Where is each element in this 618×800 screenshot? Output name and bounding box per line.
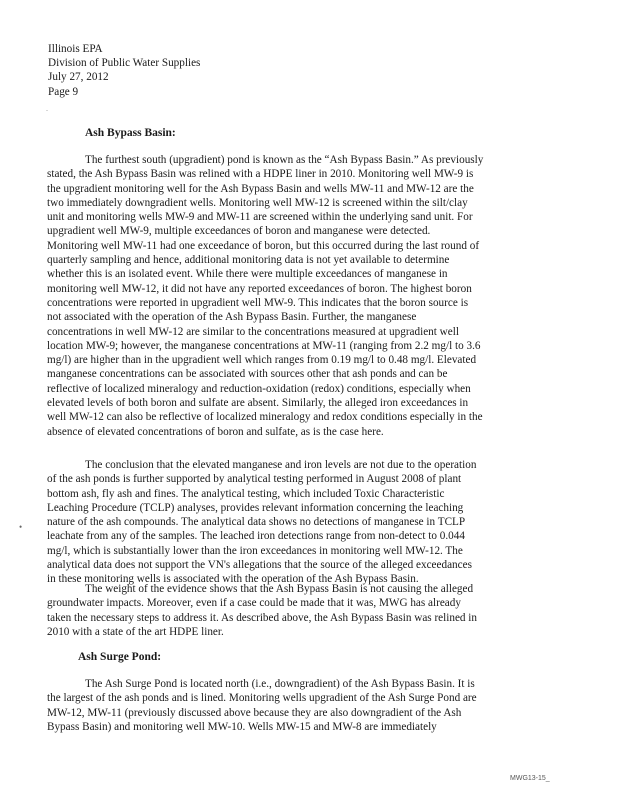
text-line: reflective of localized mineralogy and reduction-oxidation (redox) conditions, especially when xyxy=(47,382,471,395)
text-line: mg/l) are higher than in the upgradient well which ranges from 0.19 mg/l to 0.48 mg/l. Elevated xyxy=(47,354,477,367)
text-line: The weight of the evidence shows that the Ash Bypass Basin is not causing the alleged xyxy=(85,583,474,595)
header-division: Division of Public Water Supplies xyxy=(48,57,201,70)
paragraph-ash-bypass-1 xyxy=(47,153,569,439)
text-line: nature of the ash compounds. The analytical data shows no detections of manganese in TCLP xyxy=(47,516,466,529)
text-line: stated, the Ash Bypass Basin was relined with a HDPE liner in 2010. Monitoring well MW-9 is xyxy=(47,168,474,181)
text-line: manganese concentrations can be associated with sources other that ash ponds and can be xyxy=(47,368,448,381)
margin-mark: • xyxy=(19,522,23,532)
text-line: 2010 with a state of the art HDPE liner. xyxy=(47,625,224,638)
bates-number: MWG13-15_ xyxy=(510,775,550,782)
text-line: Leaching Procedure (TCLP) analyses, provides relevant information concerning the leaching xyxy=(47,501,464,514)
text-line: well MW-12 can also be reflective of localized mineralogy and redox conditions especially in the xyxy=(47,411,483,424)
text-line: analytical data does not support the VN's allegations that the source of the alleged exceedances xyxy=(47,559,472,572)
text-line: whether this is an isolated event. While there were multiple exceedances of manganese in xyxy=(47,268,448,281)
text-line: concentrations in well MW-12 are similar to the concentrations measured at upgradient well xyxy=(47,325,459,338)
paragraph-ash-bypass-3 xyxy=(47,582,569,639)
text-line: unit and monitoring wells MW-9 and MW-11 are screened within the underlying sand unit. For xyxy=(47,211,473,224)
text-line: the upgradient monitoring well for the Ash Bypass Basin and wells MW-11 and MW-12 are the xyxy=(47,182,474,195)
text-line: The furthest south (upgradient) pond is known as the “Ash Bypass Basin.” As previously xyxy=(85,154,484,166)
text-line: MW-12, MW-11 (previously discussed above because they are also downgradient of the Ash xyxy=(47,706,462,719)
header-page-number: Page 9 xyxy=(48,85,79,98)
text-line: two immediately downgradient wells. Monitoring well MW-12 is screened within the silt/clay xyxy=(47,196,468,209)
text-line: not associated with the operation of the Ash Bypass Basin. Further, the manganese xyxy=(47,311,417,324)
letter-header xyxy=(48,42,200,99)
text-line: taken the necessary steps to address it. As described above, the Ash Bypass Basin was relined in xyxy=(47,611,478,624)
section-heading-ash-bypass: Ash Bypass Basin: xyxy=(85,127,176,139)
text-line: absence of elevated concentrations of boron and sulfate, as is the case here. xyxy=(47,425,384,438)
text-line: The Ash Surge Pond is located north (i.e., downgradient) of the Ash Bypass Basin. It is xyxy=(85,678,475,690)
text-line: Bypass Basin) and monitoring well MW-10. Wells MW-15 and MW-8 are immediately xyxy=(47,720,437,733)
text-line: of the ash ponds is further supported by analytical testing performed in August 2008 of plant xyxy=(47,473,462,486)
text-line: bottom ash, fly ash and fines. The analytical testing, which included Toxic Characteristic xyxy=(47,487,445,500)
text-line: groundwater impacts. Moreover, even if a case could be made that it was, MWG has already xyxy=(47,597,461,610)
text-line: quarterly sampling and hence, additional monitoring data is not yet available to determine xyxy=(47,254,450,267)
text-line: leachate from any of the samples. The leached iron detections range from non-detect to 0.044 xyxy=(47,530,465,543)
text-line: elevated levels of both boron and sulfate are absent. Similarly, the alleged iron exceedances in xyxy=(47,397,469,410)
text-line: in these monitoring wells is associated with the operation of the Ash Bypass Basin. xyxy=(47,573,419,586)
paragraph-ash-bypass-2 xyxy=(47,458,569,587)
scan-mark: . xyxy=(46,104,48,113)
paragraph-ash-surge-1 xyxy=(47,677,569,734)
text-line: the largest of the ash ponds and is lined. Monitoring wells upgradient of the Ash Surge Pond are xyxy=(47,692,477,705)
section-heading-ash-surge: Ash Surge Pond: xyxy=(78,651,162,663)
text-line: upgradient well MW-9, multiple exceedances of boron and manganese were detected. xyxy=(47,225,431,238)
text-line: location MW-9; however, the manganese concentrations at MW-11 (ranging from 2.2 mg/l to 3.6 xyxy=(47,339,481,352)
header-recipient: Illinois EPA xyxy=(48,43,103,55)
header-date: July 27, 2012 xyxy=(48,71,109,84)
text-line: monitoring well MW-12, it did not have any reported exceedances of boron. The highest boron xyxy=(47,282,472,295)
text-line: Monitoring well MW-11 had one exceedance of boron, but this occurred during the last round of xyxy=(47,239,480,252)
text-line: concentrations were reported in upgradient well MW-9. This indicates that the boron source is xyxy=(47,296,469,309)
text-line: The conclusion that the elevated manganese and iron levels are not due to the operation xyxy=(85,459,477,471)
text-line: mg/l, which is substantially lower than the iron exceedances in monitoring well MW-12. The xyxy=(47,544,463,557)
